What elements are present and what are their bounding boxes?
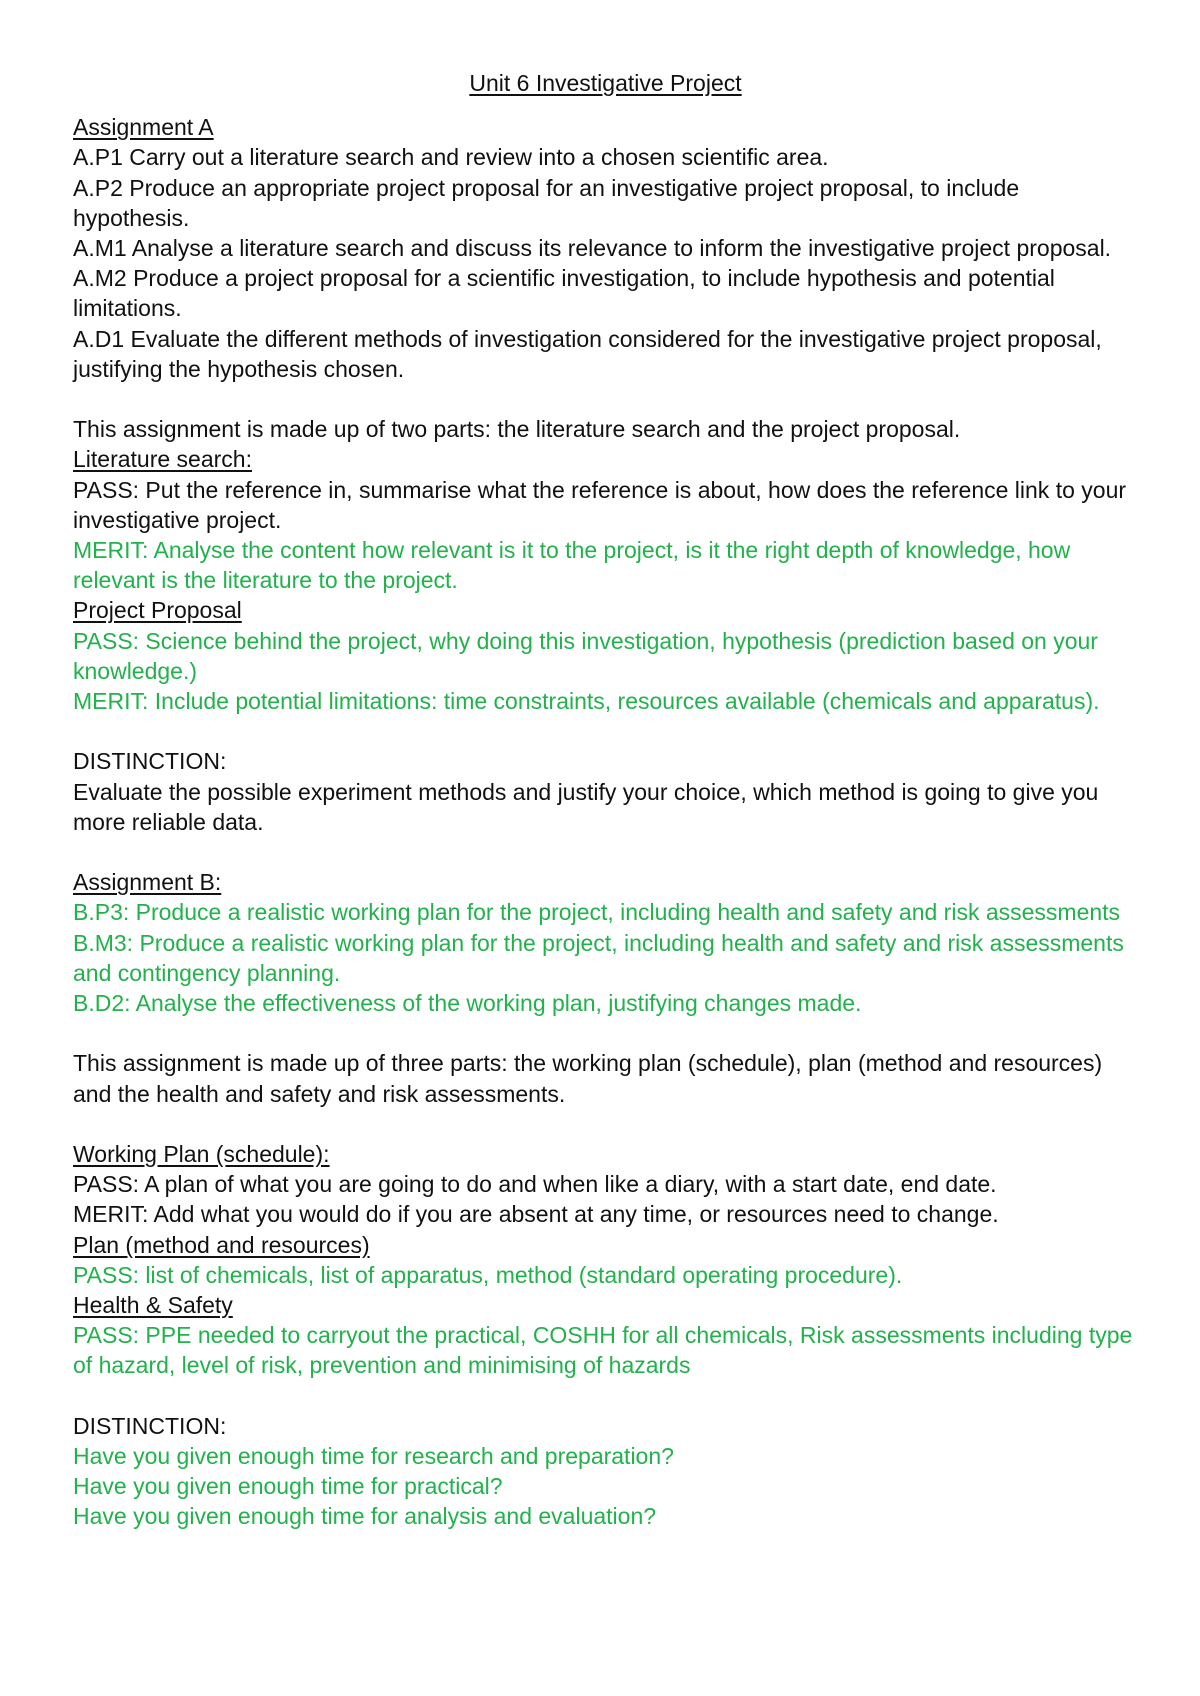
criterion-a-p1: A.P1 Carry out a literature search and review into a chosen scientific area. (73, 144, 829, 171)
spacer (73, 1018, 1138, 1048)
criterion-a-p2: A.P2 Produce an appropriate project proposal for an investigative project proposal, to include hypothesis. (73, 174, 1020, 231)
spacer (73, 384, 1138, 414)
spacer (73, 1109, 1138, 1139)
distinction-question: Have you given enough time for analysis and evaluation? (73, 1503, 657, 1530)
working-plan-merit: MERIT: Add what you would do if you are absent at any time, or resources need to change. (73, 1201, 999, 1228)
project-proposal-pass: PASS: Science behind the project, why doing this investigation, hypothesis (prediction based on your knowledge.) (73, 627, 1098, 684)
literature-search-merit: MERIT: Analyse the content how relevant is it to the project, is it the right depth of knowledge, how relevant is the literature to the project. (73, 537, 1071, 594)
distinction-question: Have you given enough time for research and preparation? (73, 1443, 674, 1470)
assignment-b-distinction-heading: DISTINCTION: (73, 1412, 227, 1439)
assignment-a-section (73, 112, 1138, 837)
health-safety-heading: Health & Safety (73, 1292, 233, 1319)
plan-heading: Plan (method and resources) (73, 1231, 370, 1258)
working-plan-heading: Working Plan (schedule): (73, 1141, 330, 1168)
assignment-b-heading: Assignment B: (73, 869, 222, 896)
criterion-b-p3: B.P3: Produce a realistic working plan for the project, including health and safety and risk assessments (73, 899, 1121, 926)
document-page (73, 68, 1138, 1532)
criterion-a-m2: A.M2 Produce a project proposal for a scientific investigation, to include hypothesis and potential limitations. (73, 265, 1055, 322)
literature-search-heading: Literature search: (73, 446, 252, 473)
distinction-question: Have you given enough time for practical? (73, 1473, 503, 1500)
criterion-a-d1: A.D1 Evaluate the different methods of investigation considered for the investigative project proposal, justifying the hypothesis chosen. (73, 325, 1102, 382)
plan-pass: PASS: list of chemicals, list of apparatus, method (standard operating procedure). (73, 1261, 903, 1288)
criterion-a-m1: A.M1 Analyse a literature search and discuss its relevance to inform the investigative project proposal. (73, 235, 1112, 262)
page-title: Unit 6 Investigative Project (469, 70, 742, 96)
criterion-b-m3: B.M3: Produce a realistic working plan for the project, including health and safety and risk assessments and contingency planning. (73, 929, 1124, 986)
literature-search-pass: PASS: Put the reference in, summarise what the reference is about, how does the reference link to your investigative project. (73, 476, 1127, 533)
health-safety-pass: PASS: PPE needed to carryout the practical, COSHH for all chemicals, Risk assessments including type of hazard, level of risk, prevention and minimising of hazards (73, 1322, 1133, 1379)
criterion-b-d2: B.D2: Analyse the effectiveness of the working plan, justifying changes made. (73, 990, 862, 1017)
spacer (73, 1381, 1138, 1411)
assignment-a-distinction-text: Evaluate the possible experiment methods and justify your choice, which method is going to give you more reliable data. (73, 778, 1099, 835)
assignment-b-intro: This assignment is made up of three parts: the working plan (schedule), plan (method and resources) and the health and safety and risk assessments. (73, 1050, 1103, 1107)
assignment-a-intro: This assignment is made up of two parts: the literature search and the project proposal. (73, 416, 961, 443)
assignment-b-section (73, 867, 1138, 1531)
project-proposal-heading: Project Proposal (73, 597, 242, 624)
spacer (73, 837, 1138, 867)
assignment-a-distinction-heading: DISTINCTION: (73, 748, 227, 775)
assignment-a-heading: Assignment A (73, 114, 214, 141)
project-proposal-merit: MERIT: Include potential limitations: time constraints, resources available (chemicals and apparatus). (73, 688, 1100, 715)
spacer (73, 716, 1138, 746)
working-plan-pass: PASS: A plan of what you are going to do and when like a diary, with a start date, end date. (73, 1171, 997, 1198)
